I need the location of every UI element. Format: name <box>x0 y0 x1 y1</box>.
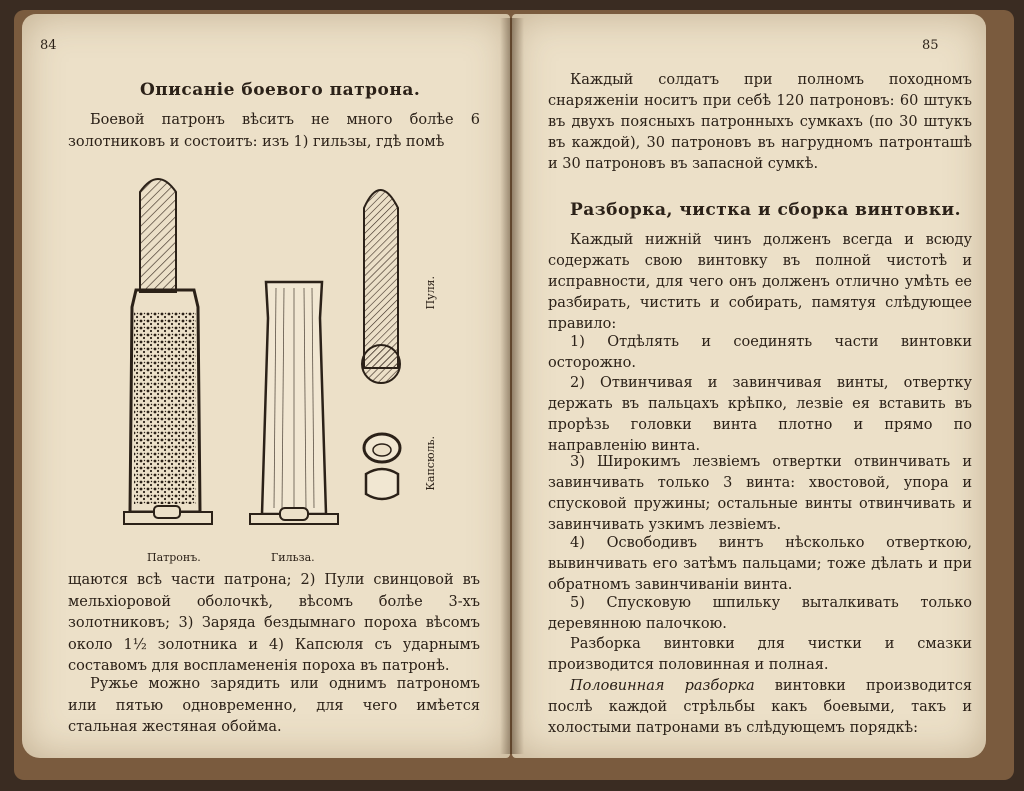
rule-item-4: 4) Освободивъ винтъ нѣсколько отверткою, вывинчивать его затѣмъ пальцами; тоже дѣлать и при обратномъ завинчиваніи винта. <box>548 535 972 593</box>
page-number-right: 85 <box>922 38 939 53</box>
left-continuation-paragraph: щаются всѣ части патрона; 2) Пули свинцовой въ мельхіоровой оболочкѣ, вѣсомъ болѣе 3-хъ золотниковъ; 3) Заряда бездымнаго пороха вѣсомъ около 1½ золотника и 4) Капсюля съ ударнымъ составомъ для воспламененія пороха въ патронѣ. <box>68 572 480 674</box>
left-page-title: Описаніе боевого патрона. <box>140 80 421 100</box>
page-number-left: 84 <box>40 38 57 53</box>
half-disassembly-text: винтовки производится послѣ каждой стрѣльбы какъ боевыми, такъ и холостыми патронами въ слѣдующемъ порядкѣ: <box>548 678 972 736</box>
right-top-paragraph: Каждый солдатъ при полномъ походномъ снаряженіи носитъ при себѣ 120 патроновъ: 60 штукъ въ двухъ поясныхъ патронныхъ сумкахъ (по 30 штукъ въ каждой), 30 патроновъ въ нагрудномъ патронташѣ и 30 патроновъ въ запасной сумкѣ. <box>548 72 972 172</box>
book-gutter <box>500 18 524 754</box>
left-closing-paragraph: Ружье можно зарядить или однимъ патрономъ или пятью одновременно, для чего имѣется стальная жестяная обойма. <box>68 676 480 735</box>
right-disassembly-paragraph: Разборка винтовки для чистки и смазки производится половинная и полная. <box>548 636 972 673</box>
right-half-disassembly-paragraph <box>548 676 972 739</box>
rule-item-5: 5) Спусковую шпильку выталкивать только деревянною палочкою. <box>548 595 972 632</box>
rule-item-3: 3) Широкимъ лезвіемъ отвертки отвинчивать и завинчивать только 3 винта: хвостовой, упора и спусковой пружины; остальные винты отвинчивать и завинчивать узкимъ лезвіемъ. <box>548 454 972 533</box>
caption-casing: Гильза. <box>271 551 315 564</box>
cartridge-illustration <box>118 172 218 532</box>
rule-item-1: 1) Отдѣлять и соединять части винтовки осторожно. <box>548 334 972 371</box>
half-disassembly-term: Половинная разборка <box>570 678 755 694</box>
right-page-title: Разборка, чистка и сборка винтовки. <box>570 200 961 220</box>
caption-bullet: Пуля. <box>424 276 437 310</box>
bullet-illustration <box>356 178 408 388</box>
right-rule-intro-paragraph: Каждый нижній чинъ долженъ всегда и всюду содержать свою винтовку въ полной чистотѣ и исправности, для чего онъ долженъ отлично умѣть ее разбирать, чистить и собирать, памятуя слѣдующее правило: <box>548 232 972 332</box>
caption-primer: Капсюль. <box>424 436 437 491</box>
rule-item-2: 2) Отвинчивая и завинчивая винты, отвертку держать въ пальцахъ крѣпко, лезвіе ея вставить въ прорѣзь головки винта плотно и прямо по направленію винта. <box>548 375 972 454</box>
left-intro-paragraph: Боевой патронъ вѣситъ не много болѣе 6 золотниковъ и состоитъ: изъ 1) гильзы, гдѣ помѣ <box>68 112 480 150</box>
casing-illustration <box>248 278 340 534</box>
caption-cartridge: Патронъ. <box>147 551 201 564</box>
primer-illustration <box>360 428 404 504</box>
